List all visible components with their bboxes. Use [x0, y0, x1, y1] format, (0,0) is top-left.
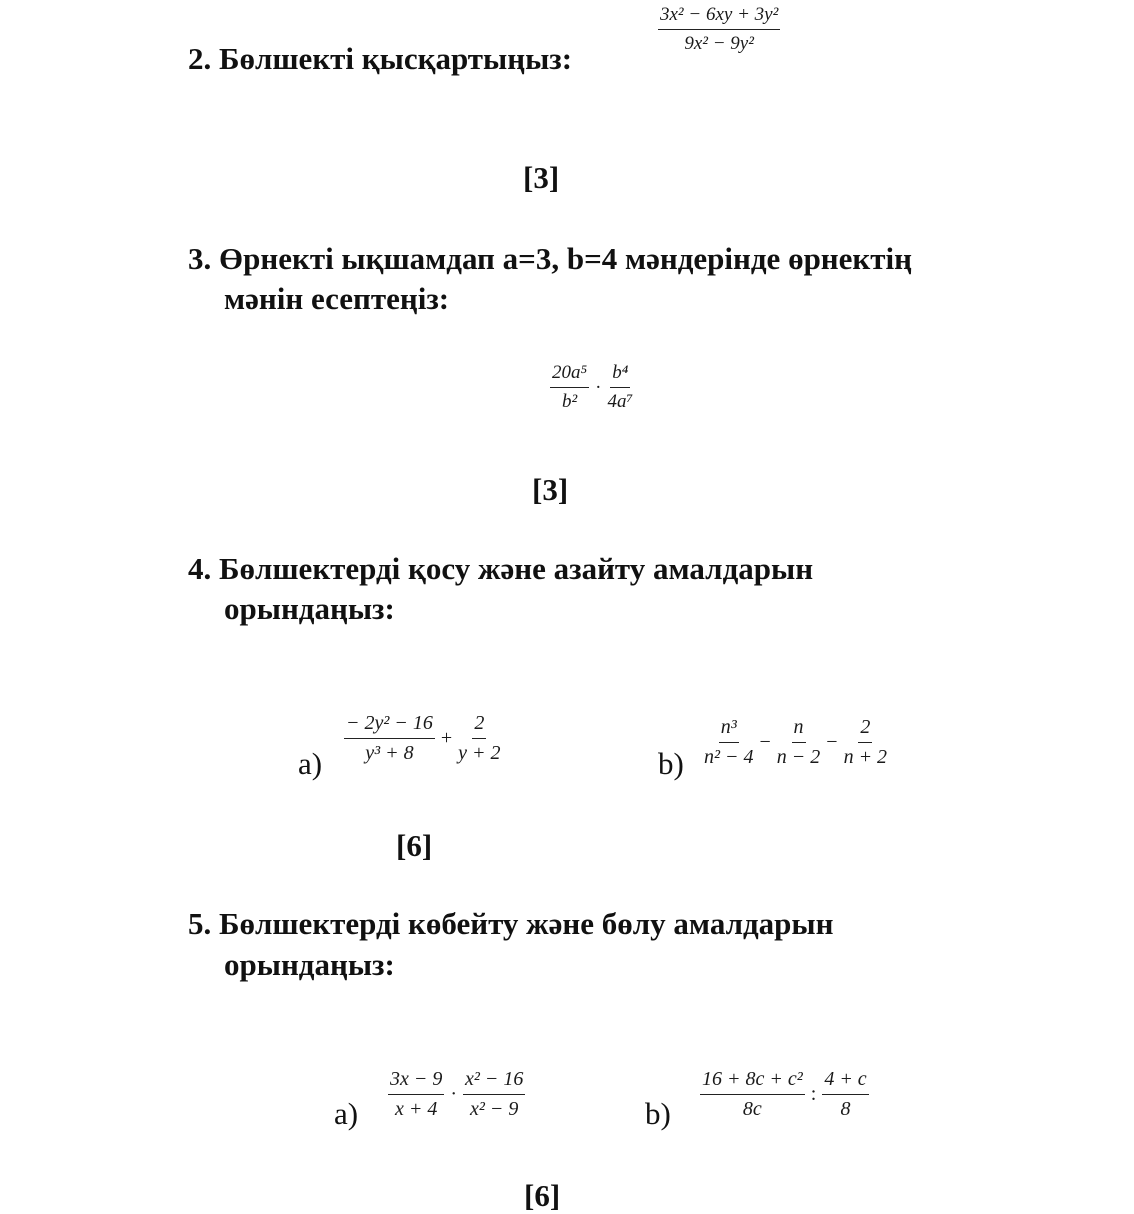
- q2-fraction: [656, 4, 782, 55]
- q5a-frac-1: [388, 1068, 444, 1121]
- question-2-title: 2. Бөлшекті қысқартыңыз:: [188, 41, 573, 76]
- q5-part-b-label: b): [645, 1096, 671, 1131]
- q3-frac2-numerator: b⁴: [610, 362, 630, 388]
- q5b-frac1-denominator: 8c: [742, 1098, 762, 1120]
- q3-frac2-denominator: 4a⁷: [607, 391, 634, 412]
- q3-frac-1: [550, 362, 589, 413]
- q4b-operator-2: −: [826, 731, 838, 753]
- q4b-frac1-numerator: n³: [719, 716, 739, 743]
- q4-part-a-label: a): [298, 746, 323, 781]
- question-5-line2: орындаңыз:: [224, 947, 395, 982]
- question-3-line1: 3. Өрнекті ықшамдап a=3, b=4 мәндерінде өрнектің: [188, 241, 912, 276]
- q5-part-b-expression: [698, 1068, 871, 1121]
- q4a-operator: +: [440, 727, 453, 749]
- q4a-frac1-denominator: y³ + 8: [365, 742, 414, 764]
- q2-score: [3]: [523, 160, 560, 195]
- q3-score: [3]: [532, 472, 569, 507]
- q5-part-a-expression: [386, 1068, 527, 1121]
- q3-frac1-numerator: 20a⁵: [550, 362, 589, 388]
- q4b-frac3-numerator: 2: [858, 716, 872, 743]
- question-4-line2: орындаңыз:: [224, 591, 395, 626]
- q4b-frac-2: [777, 716, 821, 769]
- q3-frac1-denominator: b²: [561, 391, 578, 412]
- q4b-frac3-denominator: n + 2: [843, 746, 888, 768]
- q5a-frac1-denominator: x + 4: [395, 1098, 438, 1120]
- q5a-frac-2: [463, 1068, 525, 1121]
- q5b-operator: :: [810, 1083, 817, 1105]
- q4a-frac-2: [458, 712, 500, 765]
- q3-operator: ·: [595, 376, 602, 398]
- q2-numerator: 3x² − 6xy + 3y²: [658, 4, 780, 30]
- q5b-frac1-numerator: 16 + 8c + c²: [700, 1068, 805, 1095]
- question-4-line1: 4. Бөлшектерді қосу және азайту амалдарын: [188, 551, 814, 586]
- q3-frac-2: [607, 362, 633, 413]
- q5-part-a-label: a): [334, 1096, 359, 1131]
- q5-score: [6]: [524, 1178, 561, 1213]
- q4a-frac1-numerator: − 2y² − 16: [344, 712, 435, 739]
- q4a-frac-1: [344, 712, 435, 765]
- q4-part-a-expression: [342, 712, 503, 765]
- q5a-frac2-denominator: x² − 9: [470, 1098, 519, 1120]
- q5a-frac1-numerator: 3x − 9: [388, 1068, 444, 1095]
- q4b-frac-3: [844, 716, 888, 769]
- question-5-line1: 5. Бөлшектерді көбейту және бөлу амалдарын: [188, 906, 834, 941]
- q5a-frac2-numerator: x² − 16: [463, 1068, 525, 1095]
- q5b-frac2-denominator: 8: [840, 1098, 851, 1120]
- q5b-frac-2: [822, 1068, 868, 1121]
- q4-part-b-label: b): [658, 746, 684, 781]
- q4b-operator-1: −: [759, 731, 771, 753]
- q4b-frac1-denominator: n² − 4: [704, 746, 754, 768]
- q2-denominator: 9x² − 9y²: [684, 33, 754, 54]
- q5a-operator: ·: [450, 1083, 458, 1105]
- q4b-frac-1: [704, 716, 754, 769]
- q4-score: [6]: [396, 828, 433, 863]
- q4a-frac2-denominator: y + 2: [458, 742, 501, 764]
- q5b-frac-1: [700, 1068, 805, 1121]
- q4a-frac2-numerator: 2: [472, 712, 486, 739]
- q4-part-b-expression: [702, 716, 889, 769]
- q5b-frac2-numerator: 4 + c: [822, 1068, 868, 1095]
- q2-frac: [658, 4, 780, 55]
- q4b-frac2-numerator: n: [792, 716, 806, 743]
- q3-expression: [548, 362, 635, 413]
- question-3-line2: мәнін есептеңіз:: [224, 281, 450, 316]
- q4b-frac2-denominator: n − 2: [776, 746, 821, 768]
